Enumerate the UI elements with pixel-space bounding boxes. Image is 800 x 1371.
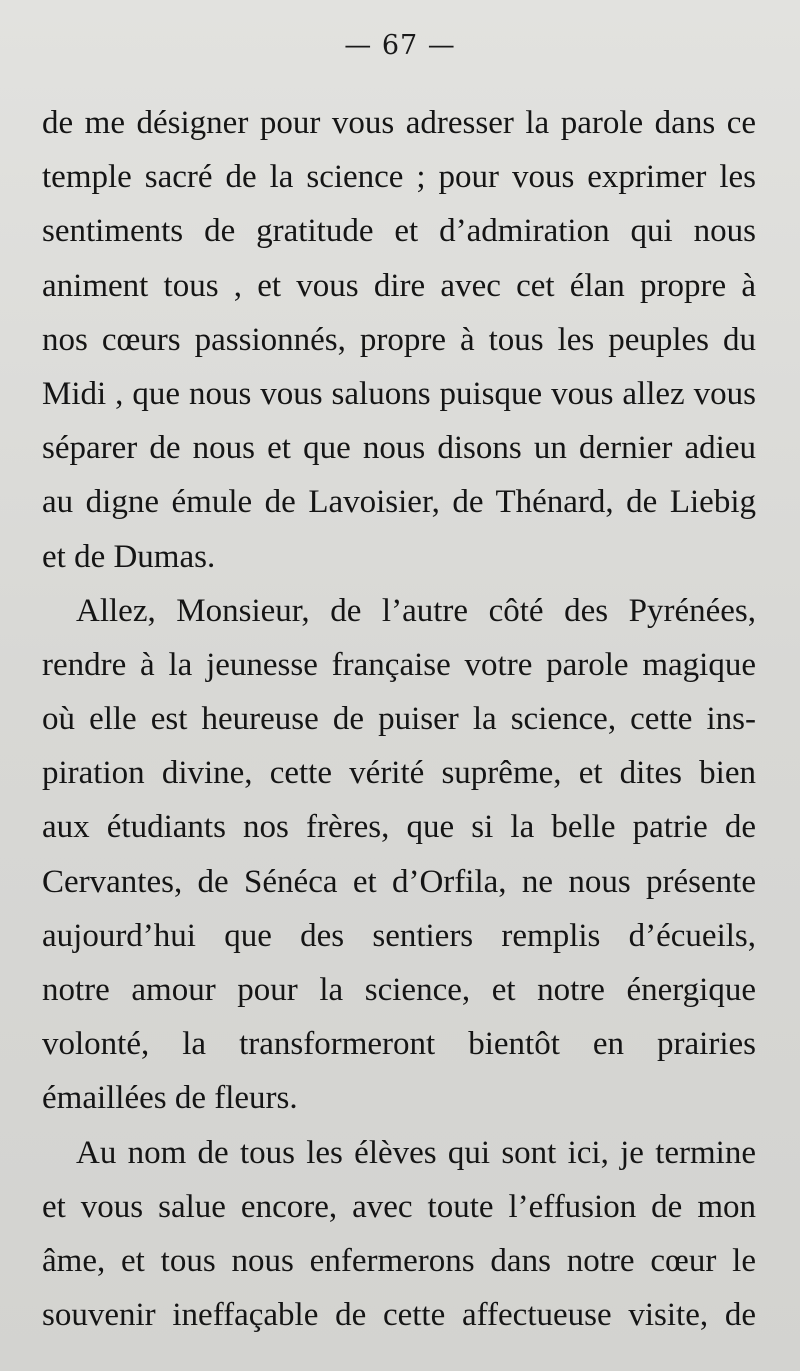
body-text: [42, 96, 756, 1342]
text-line: temple sacré de la science ; pour vous exprimer les: [42, 159, 756, 196]
paragraph-1: [42, 96, 756, 584]
text-line: de me désigner pour vous adresser la parole dans ce: [42, 105, 756, 141]
text-line: aux étudiants nos frères, que si la belle patrie de: [42, 809, 756, 846]
text-line: volonté, la transformeront bientôt en prairies: [42, 1026, 756, 1063]
text-line: Cervantes, de Sénéca et d’Orfila, ne nous présente: [42, 863, 756, 900]
text-line: nos cœurs passionnés, propre à tous les peuples du: [42, 321, 756, 358]
text-line: souvenir ineffaçable de cette affectueuse visite, de: [42, 1297, 756, 1334]
text-line: où elle est heureuse de puiser la science, cette ins-: [42, 701, 756, 738]
text-line: au digne émule de Lavoisier, de Thénard, de Liebig: [42, 484, 756, 521]
text-line: aujourd’hui que des sentiers remplis d’écueils,: [42, 917, 756, 954]
text-line: animent tous , et vous dire avec cet élan propre à: [42, 267, 756, 304]
text-line: Midi , que nous vous saluons puisque vous allez vous: [42, 375, 756, 412]
text-line: piration divine, cette vérité suprême, et dites bien: [42, 755, 756, 792]
page-number: — 67 —: [344, 30, 456, 61]
text-line: Au nom de tous les élèves qui sont ici, je termine: [76, 1134, 756, 1171]
paragraph-3: [42, 1126, 756, 1343]
text-line: sentiments de gratitude et d’admiration qui nous: [42, 213, 756, 250]
text-line: et vous salue encore, avec toute l’effusion de mon: [42, 1188, 756, 1225]
text-line: notre amour pour la science, et notre énergique: [42, 972, 756, 1008]
text-line: rendre à la jeunesse française votre parole magique: [42, 646, 756, 683]
paragraph-2: [42, 584, 756, 1126]
text-line: et de Dumas.: [42, 538, 216, 575]
text-line: émaillées de fleurs.: [42, 1080, 298, 1117]
text-line: Allez, Monsieur, de l’autre côté des Pyrénées,: [76, 592, 756, 629]
text-line: âme, et tous nous enfermerons dans notre cœur le: [42, 1242, 756, 1279]
text-line: séparer de nous et que nous disons un dernier adieu: [42, 430, 756, 467]
